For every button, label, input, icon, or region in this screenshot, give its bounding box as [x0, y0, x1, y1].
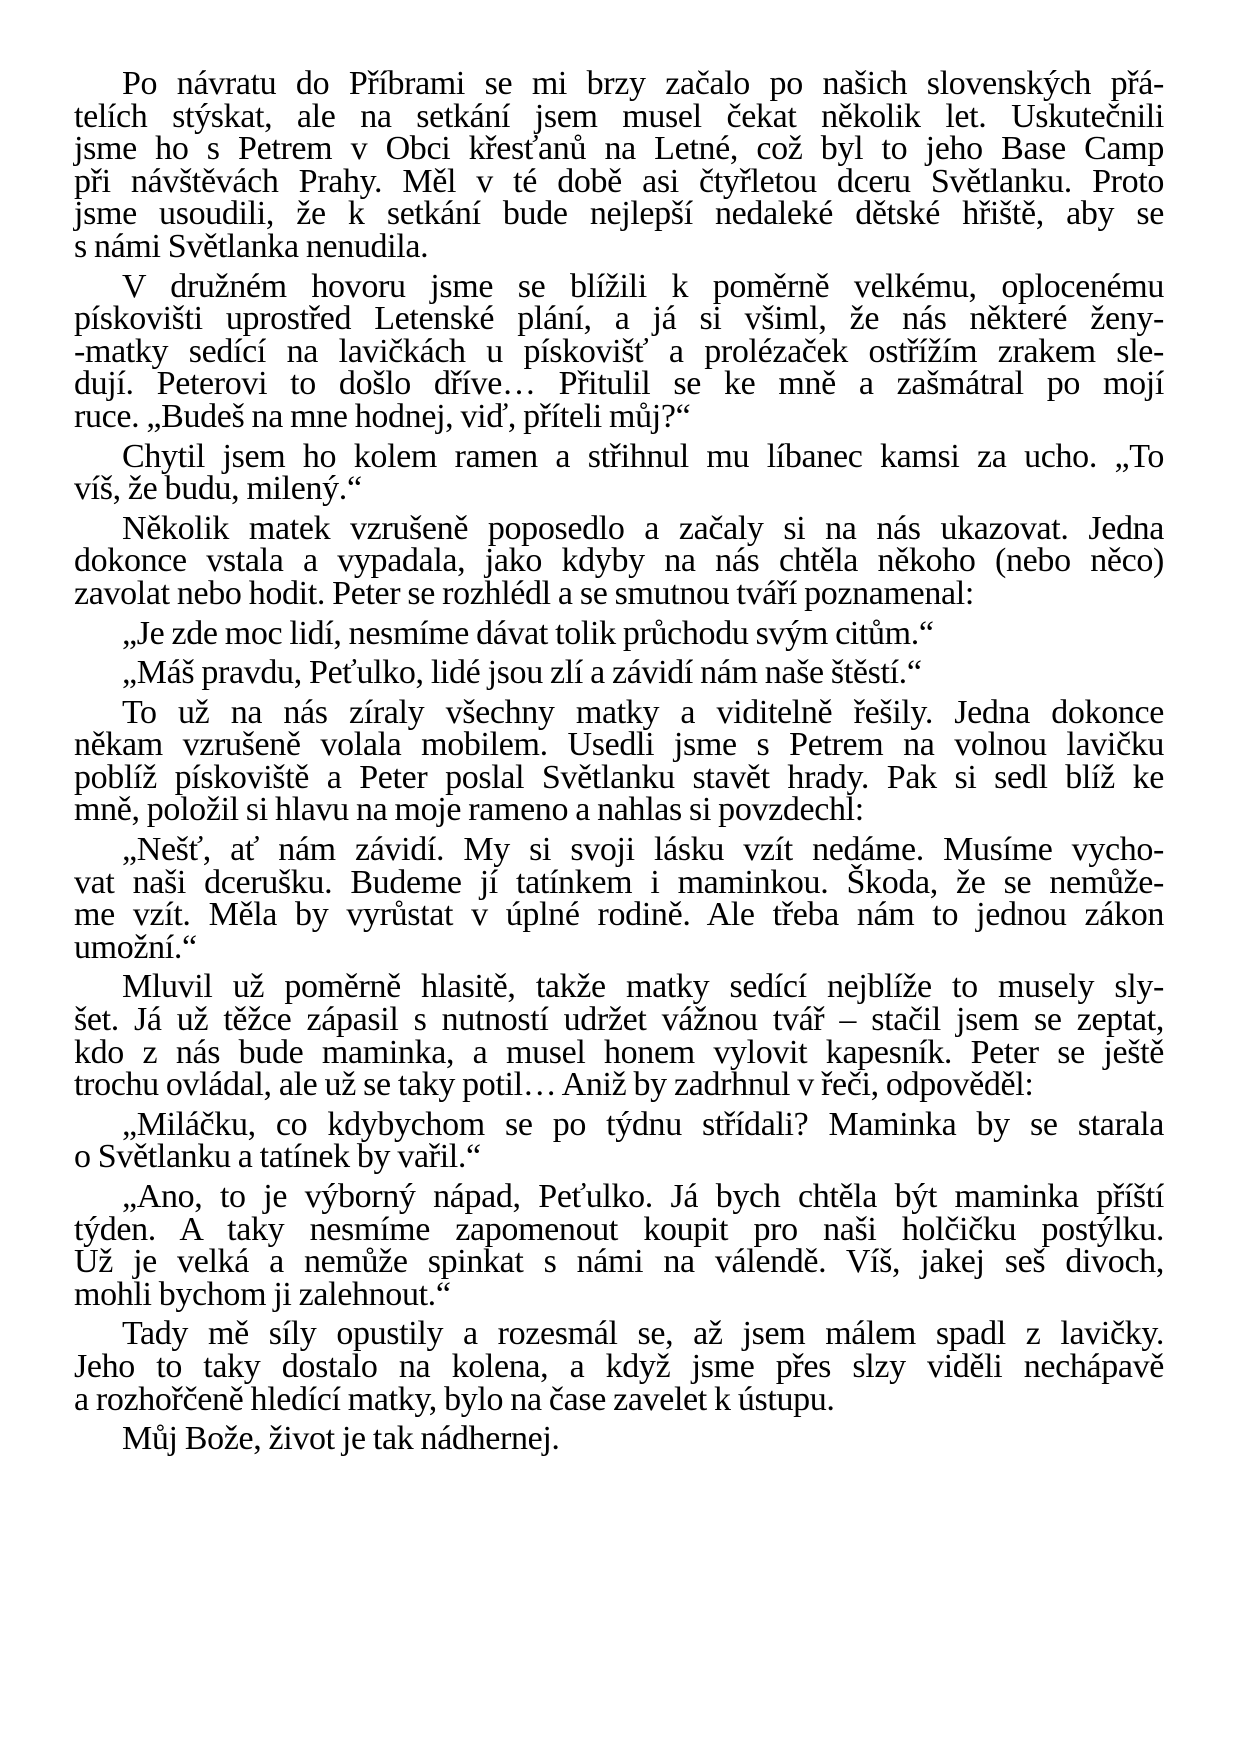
- text-line: poblíž pískoviště a Peter poslal Světlanku stavět hrady. Pak si sedl blíž ke: [74, 758, 1164, 796]
- text-line: zavolat nebo hodit. Peter se rozhlédl a se smutnou tváří poznamenal:: [74, 574, 974, 612]
- paragraph: [74, 1105, 1164, 1176]
- paragraph: [74, 509, 1164, 612]
- text-line: mohli bychom ji zalehnout.“: [74, 1275, 451, 1313]
- text-line: pískovišti uprostřed Letenské plání, a já si všiml, že nás některé ženy-: [74, 300, 1164, 338]
- text-line: dokonce vstala a vypadala, jako kdyby na nás chtěla někoho (nebo něco): [74, 542, 1164, 580]
- text-line: -matky sedící na lavičkách u pískovišť a prolézaček ostřížím zrakem sle-: [74, 332, 1164, 370]
- text-line: při návštěvách Prahy. Měl v té době asi čtyřletou dceru Světlanku. Proto: [74, 162, 1164, 200]
- text-line: trochu ovládal, ale už se taky potil… Aniž by zadrhnul v řeči, odpověděl:: [74, 1066, 1034, 1104]
- document-page: [74, 65, 1164, 1463]
- paragraph: [74, 1315, 1164, 1418]
- text-line: „Miláčku, co kdybychom se po týdnu střídali? Maminka by se starala: [122, 1105, 1164, 1143]
- text-line: víš, že budu, milený.“: [74, 470, 362, 508]
- text-line: týden. A taky nesmíme zapomenout koupit pro naši holčičku postýlku.: [74, 1210, 1164, 1248]
- text-line: jsme usoudili, že k setkání bude nejlepší nedaleké dětské hřiště, aby se: [74, 195, 1164, 233]
- text-line: s námi Světlanka nenudila.: [74, 227, 429, 265]
- text-line: Už je velká a nemůže spinkat s námi na válendě. Víš, jakej seš divoch,: [74, 1243, 1164, 1281]
- text-line: Několik matek vzrušeně poposedlo a začaly si na nás ukazovat. Jedna: [122, 509, 1164, 547]
- text-line: „Ano, to je výborný nápad, Peťulko. Já bych chtěla být maminka příští: [122, 1178, 1164, 1215]
- text-line: me vzít. Měla by vyrůstat v úplné rodině. Ale třeba nám to jednou zákon: [74, 896, 1164, 934]
- text-line: Tady mě síly opustily a rozesmál se, až jsem málem spadl z lavičky.: [122, 1315, 1164, 1353]
- text-line: Mluvil už poměrně hlasitě, takže matky sedící nejblíže to musely sly-: [122, 968, 1164, 1006]
- text-line: a rozhořčeně hledící matky, bylo na čase zavelet k ústupu.: [74, 1380, 835, 1418]
- text-line: „Máš pravdu, Peťulko, lidé jsou zlí a závidí nám naše štěstí.“: [122, 654, 922, 692]
- text-line: někam vzrušeně volala mobilem. Usedli jsme s Petrem na volnou lavičku: [74, 726, 1164, 764]
- paragraph: [74, 831, 1164, 966]
- text-line: kdo z nás bude maminka, a musel honem vylovit kapesník. Peter se ještě: [74, 1033, 1164, 1071]
- text-line: jsme ho s Petrem v Obci křesťanů na Letné, což byl to jeho Base Camp: [74, 130, 1164, 168]
- paragraph: [74, 654, 1164, 692]
- paragraph: [74, 65, 1164, 265]
- text-line: mně, položil si hlavu na moje rameno a nahlas si povzdechl:: [74, 791, 864, 829]
- paragraph: [74, 614, 1164, 652]
- text-line: dují. Peterovi to došlo dříve… Přitulil se ke mně a zašmátral po mojí: [74, 365, 1164, 403]
- text-line: šet. Já už těžce zápasil s nutností udržet vážnou tvář – stačil jsem se zeptat,: [74, 1001, 1164, 1039]
- text-line: o Světlanku a tatínek by vařil.“: [74, 1138, 481, 1176]
- paragraph: [74, 968, 1164, 1104]
- text-line: Chytil jsem ho kolem ramen a střihnul mu líbanec kamsi za ucho. „To: [122, 437, 1164, 475]
- text-line: „Nešť, ať nám závidí. My si svoji lásku vzít nedáme. Musíme vycho-: [122, 831, 1164, 869]
- text-line: To už na nás zíraly všechny matky a viditelně řešily. Jedna dokonce: [122, 693, 1164, 731]
- paragraph: [74, 437, 1164, 508]
- text-line: ruce. „Budeš na mne hodnej, viď, příteli můj?“: [74, 397, 691, 435]
- paragraph: [74, 1178, 1164, 1313]
- text-line: umožní.“: [74, 928, 197, 966]
- text-line: „Je zde moc lidí, nesmíme dávat tolik průchodu svým citům.“: [122, 614, 934, 652]
- text-line: vat naši dcerušku. Budeme jí tatínkem i maminkou. Škoda, že se nemůže-: [74, 863, 1164, 901]
- paragraph: [74, 1420, 1164, 1458]
- text-line: V družném hovoru jsme se blížili k poměrně velkému, oplocenému: [122, 267, 1164, 305]
- text-line: Po návratu do Příbrami se mi brzy začalo po našich slovenských přá-: [122, 65, 1164, 102]
- paragraph: [74, 267, 1164, 435]
- text-line: Můj Bože, život je tak nádhernej.: [122, 1420, 560, 1458]
- text-line: Jeho to taky dostalo na kolena, a když jsme přes slzy viděli nechápavě: [74, 1347, 1164, 1385]
- text-line: telích stýskat, ale na setkání jsem musel čekat několik let. Uskutečnili: [74, 97, 1164, 135]
- paragraph: [74, 693, 1164, 829]
